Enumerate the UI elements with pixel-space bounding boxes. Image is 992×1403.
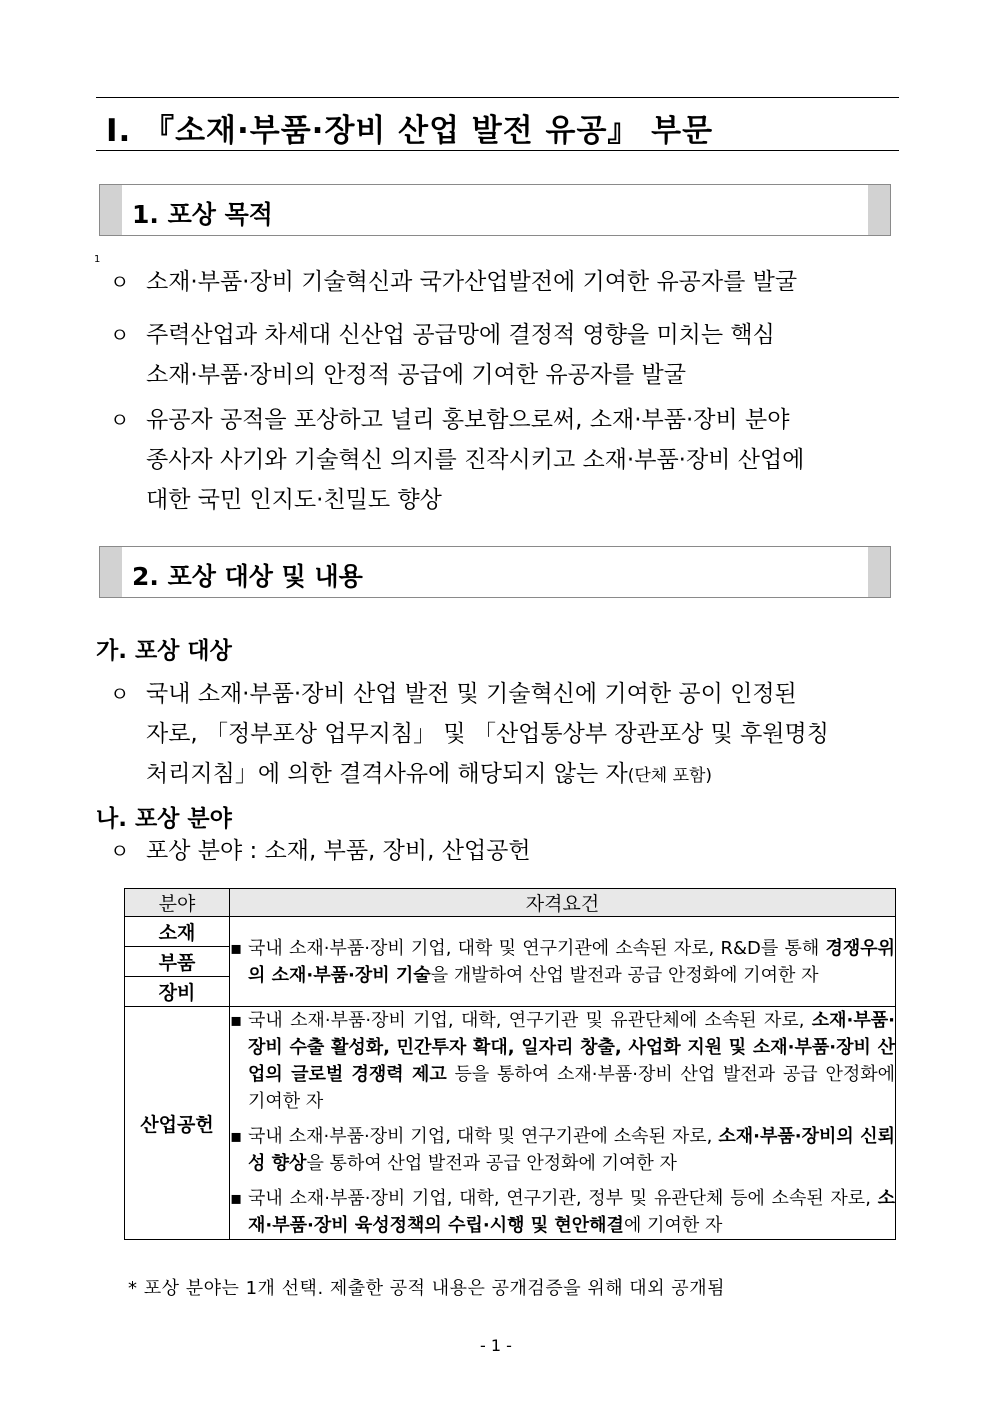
- requirement-item: [230, 1123, 895, 1177]
- table-header-row: [125, 889, 896, 917]
- subsection-a-title: 가. 포상 대상: [96, 638, 232, 664]
- section-2-left-shade: [100, 547, 122, 597]
- req-text: 국내 소재·부품·장비 기업, 대학, 연구기관 및 유관단체에 소속된 자로,: [248, 1010, 812, 1031]
- bullet-line: 소재·부품·장비의 안정적 공급에 기여한 유공자를 발굴: [146, 362, 686, 388]
- square-bullet-icon: ▪: [230, 1126, 243, 1147]
- page-number: - 1 -: [480, 1336, 512, 1355]
- header-requirements: 자격요건: [230, 889, 896, 917]
- square-bullet-icon: ▪: [230, 1010, 243, 1031]
- bullet-line: 종사자 사기와 기술혁신 의지를 진작시키고 소재·부품·장비 산업에: [146, 447, 805, 473]
- req-text: 국내 소재·부품·장비 기업, 대학, 연구기관, 정부 및 유관단체 등에 소속된 자로,: [248, 1188, 878, 1209]
- section-2-header: [99, 546, 891, 598]
- document-title-bar: [96, 97, 899, 151]
- section-2-right-shade: [868, 547, 890, 597]
- section-2-title: 2. 포상 대상 및 내용: [132, 562, 363, 591]
- section-1-right-shade: [868, 185, 890, 235]
- bullet-line: 주력산업과 차세대 신산업 공급망에 결정적 영향을 미치는 핵심: [146, 322, 775, 348]
- req-emphasis: 경쟁우위의 소재·부품·장비 기술: [248, 937, 895, 986]
- req-text: 국내 소재·부품·장비 기업, 대학 및 연구기관에 소속된 자로,: [248, 1126, 719, 1147]
- bullet-line-last: [146, 754, 898, 796]
- req-text: 국내 소재·부품·장비 기업, 대학 및 연구기관에 소속된 자로, R&D를 통해: [248, 937, 826, 959]
- table-row: [125, 1007, 896, 1240]
- bullet-mark: ㅇ: [110, 839, 130, 863]
- bullet-line: 유공자 공적을 포상하고 널리 홍보함으로써, 소재·부품·장비 분야: [146, 407, 790, 433]
- section-1-title: 1. 포상 목적: [132, 200, 273, 229]
- category-parts: 부품: [125, 947, 230, 977]
- square-bullet-icon: ▪: [230, 937, 243, 959]
- document-title: Ⅰ. 『소재·부품·장비 산업 발전 유공』 부문: [106, 113, 714, 149]
- bullet-mark: ㅇ: [110, 682, 130, 706]
- subsection-b-title: 나. 포상 분야: [96, 806, 232, 832]
- bullet-line: 소재·부품·장비 기술혁신과 국가산업발전에 기여한 유공자를 발굴: [146, 269, 798, 295]
- req-emphasis: 소재·부품·장비 육성정책의 수립·시행 및 현안해결: [248, 1188, 895, 1236]
- requirements-table: [124, 888, 896, 1240]
- req-text: 등을 통하여 소재·부품·장비 산업 발전과 공급 안정화에 기여한 자: [248, 1064, 895, 1112]
- category-equipment: 장비: [125, 977, 230, 1007]
- header-field: 분야: [125, 889, 230, 917]
- req-emphasis: 소재·부품·장비의 신뢰성 향상: [248, 1126, 895, 1174]
- group-included-note: (단체 포함): [627, 766, 713, 786]
- footnote-marker: 1: [94, 254, 101, 265]
- req-text: 을 통하여 산업 발전과 공급 안정화에 기여한 자: [306, 1153, 677, 1174]
- req-text: 을 개발하여 산업 발전과 공급 안정화에 기여한 자: [430, 964, 819, 986]
- section-1-header: [99, 184, 891, 236]
- footnote: * 포상 분야는 1개 선택. 제출한 공적 내용은 공개검증을 위해 대외 공개됨: [128, 1278, 725, 1299]
- bullet-mark: ㅇ: [110, 270, 130, 294]
- bullet-line: 포상 분야 : 소재, 부품, 장비, 산업공헌: [146, 838, 531, 864]
- requirement-item: [230, 1007, 895, 1115]
- requirements-group-1: [230, 917, 896, 1007]
- req-text: 에 기여한 자: [623, 1215, 723, 1236]
- bullet-line-text: 처리지침」에 의한 결격사유에 해당되지 않는 자: [146, 761, 628, 787]
- category-industry-contribution: 산업공헌: [125, 1007, 230, 1240]
- req-emphasis: 소재·부품·장비 수출 활성화, 민간투자 확대, 일자리 창출, 사업화 지원 및 소재·부품·장비 산업의 글로벌 경쟁력 제고: [248, 1010, 895, 1085]
- section-1-left-shade: [100, 185, 122, 235]
- bullet-line: 국내 소재·부품·장비 산업 발전 및 기술혁신에 기여한 공이 인정된: [146, 681, 797, 707]
- bullet-mark: ㅇ: [110, 408, 130, 432]
- requirement-item: [230, 935, 895, 989]
- category-material: 소재: [125, 917, 230, 947]
- requirements-group-2: [230, 1007, 896, 1240]
- bullet-mark: ㅇ: [110, 323, 130, 347]
- bullet-line: 자로, 「정부포상 업무지침」 및 「산업통상부 장관포상 및 후원명칭: [146, 721, 829, 747]
- table-row: [125, 917, 896, 947]
- square-bullet-icon: ▪: [230, 1188, 243, 1209]
- bullet-line: 대한 국민 인지도·친밀도 향상: [146, 487, 442, 513]
- requirement-item: [230, 1185, 895, 1239]
